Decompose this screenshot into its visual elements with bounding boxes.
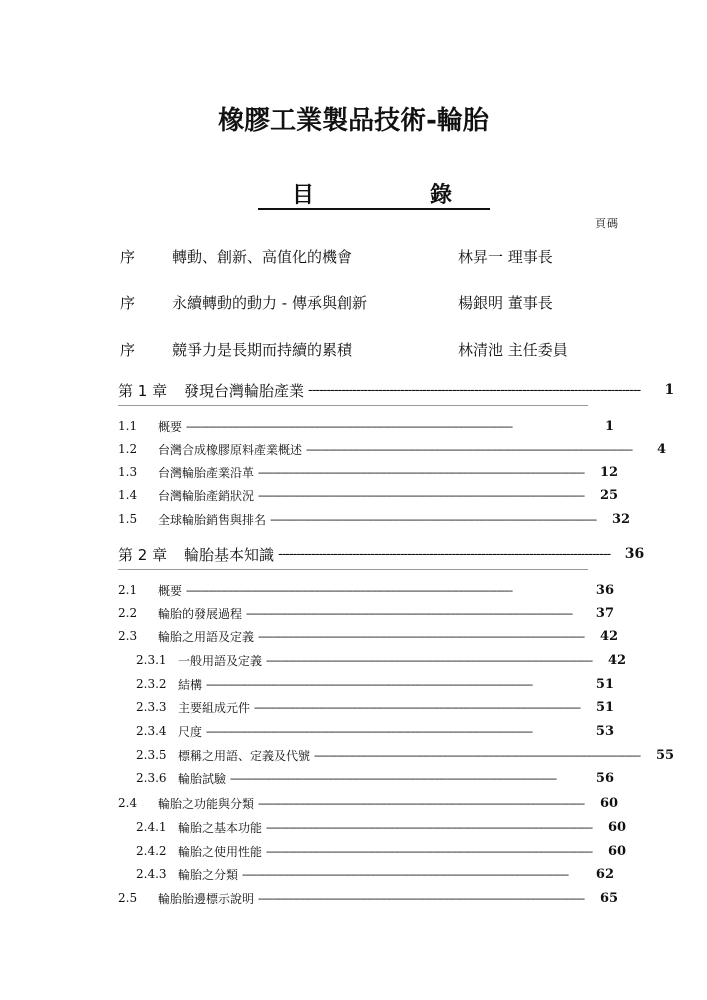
preface-author: 林昇一 理事長	[458, 248, 553, 266]
toc-entry[interactable]	[118, 485, 619, 505]
entry-title: 輪胎之用語及定義	[158, 629, 255, 644]
entry-page: 4	[656, 441, 667, 457]
toc-entry[interactable]	[136, 745, 675, 765]
entry-number: 2.5	[118, 891, 138, 905]
dot-leader: ------------------------------------------------------------------------------------------------------------------------	[230, 771, 557, 785]
entry-number: 1.4	[118, 488, 138, 502]
entry-page: 37	[595, 605, 614, 621]
entry-title: 輪胎試驗	[178, 771, 227, 786]
chapter-number: 第 2 章	[118, 545, 168, 564]
toc-chapter-1[interactable]	[118, 380, 675, 400]
toc-entry[interactable]	[118, 439, 667, 459]
entry-number: 1.1	[118, 419, 138, 433]
entry-page: 60	[599, 795, 619, 811]
entry-title: 輪胎之分類	[178, 867, 239, 882]
dot-leader: ------------------------------------------------------------------------------------------------------------------------	[254, 700, 581, 714]
entry-page: 53	[595, 723, 614, 739]
entry-number: 2.3.6	[136, 771, 167, 785]
toc-entry[interactable]	[136, 817, 627, 837]
entry-number: 2.4.2	[136, 844, 167, 858]
preface-entry	[120, 292, 600, 312]
preface-title: 轉動、創新、高值化的機會	[172, 248, 353, 266]
entry-page: 36	[595, 582, 614, 598]
entry-page: 51	[595, 699, 615, 715]
preface-entry	[120, 339, 600, 359]
entry-number: 2.4.1	[136, 820, 167, 834]
entry-page: 51	[595, 676, 614, 692]
chapter-page: 1	[664, 382, 675, 398]
entry-title: 台灣輪胎產業沿革	[158, 465, 255, 480]
preface-mark: 序	[120, 248, 136, 266]
dot-leader: ------------------------------------------------------------------------------------------------------------------------	[258, 796, 585, 810]
entry-title: 全球輪胎銷售與排名	[158, 512, 267, 527]
entry-page: 60	[607, 819, 627, 835]
toc-entry[interactable]	[136, 864, 614, 884]
entry-title: 輪胎的發展過程	[158, 606, 243, 621]
toc-entry[interactable]	[118, 626, 619, 646]
entry-title: 台灣輪胎產銷狀況	[158, 488, 255, 503]
toc-entry[interactable]	[118, 509, 631, 529]
entry-number: 1.2	[118, 442, 138, 456]
toc-heading-char-1: 目	[292, 183, 315, 208]
entry-title: 輪胎之使用性能	[178, 844, 263, 859]
entry-page: 1	[604, 418, 614, 434]
dot-leader: ------------------------------------------------------------------------------------------------------------------------	[258, 488, 585, 502]
dot-leader: ------------------------------------------------------------------------------------------------------------------------	[246, 606, 573, 620]
entry-page: 65	[599, 890, 619, 906]
chapter-page: 36	[624, 546, 645, 562]
dot-leader: ------------------------------------------------------------------------------------------------------------------------	[266, 844, 593, 858]
entry-number: 2.3.3	[136, 700, 167, 714]
toc-chapter-2[interactable]	[118, 544, 645, 564]
toc-entry[interactable]	[136, 697, 614, 717]
entry-title: 輪胎之基本功能	[178, 820, 263, 835]
entry-title: 結構	[178, 677, 203, 692]
preface-author: 林清池 主任委員	[458, 341, 568, 359]
toc-entry[interactable]	[136, 841, 627, 861]
chapter-title: 發現台灣輪胎產業	[184, 381, 305, 400]
dot-leader: ------------------------------------------------------------------------------------------------------------------------	[266, 653, 593, 667]
toc-heading-char-2: 錄	[430, 183, 453, 208]
entry-title: 主要組成元件	[178, 700, 251, 715]
dot-leader: ------------------------------------------------------------------------------------------------------------------------	[306, 442, 633, 456]
entry-number: 1.5	[118, 512, 138, 526]
divider	[118, 569, 588, 570]
toc-entry[interactable]	[118, 580, 614, 600]
dot-leader: ------------------------------------------------------------------------------------------------------------------------	[270, 512, 597, 526]
entry-title: 一般用語及定義	[178, 653, 263, 668]
dot-leader: ------------------------------------------------------------------------------------------------------------------------	[266, 820, 593, 834]
toc-entry[interactable]	[118, 603, 614, 623]
entry-number: 2.4	[118, 796, 138, 810]
entry-page: 42	[607, 652, 627, 668]
dot-leader: ------------------------------------------------------------------------------------------------------------------------	[258, 891, 585, 905]
entry-title: 輪胎胎邊標示說明	[158, 891, 255, 906]
dot-leader: ------------------------------------------------------------------------------------------	[308, 382, 641, 398]
preface-mark: 序	[120, 294, 136, 312]
dot-leader: ------------------------------------------------------------------------------------------------------------------------	[242, 867, 569, 881]
entry-page: 42	[599, 628, 619, 644]
dot-leader: ------------------------------------------------------------------------------------------------------------------------	[314, 748, 641, 762]
toc-entry[interactable]	[118, 416, 614, 436]
divider	[118, 405, 588, 406]
dot-leader: ------------------------------------------------------------------------------------------------------------------------	[258, 629, 585, 643]
entry-number: 2.3.2	[136, 677, 167, 691]
toc-entry[interactable]	[118, 462, 619, 482]
preface-author: 楊銀明 董事長	[458, 294, 553, 312]
entry-number: 2.4.3	[136, 867, 167, 881]
entry-page: 12	[599, 464, 619, 480]
dot-leader: ------------------------------------------------------------------------------------------	[278, 546, 611, 562]
chapter-number: 第 1 章	[118, 381, 168, 400]
dot-leader: ------------------------------------------------------------------------------------------------------------------------	[206, 724, 533, 738]
preface-mark: 序	[120, 341, 136, 359]
toc-entry[interactable]	[136, 674, 614, 694]
toc-entry[interactable]	[136, 721, 614, 741]
dot-leader: ------------------------------------------------------------------------------------------------------------------------	[258, 465, 585, 479]
dot-leader: ------------------------------------------------------------------------------------------------------------------------	[206, 677, 533, 691]
entry-page: 55	[655, 747, 675, 763]
entry-number: 2.1	[118, 583, 138, 597]
entry-title: 概要	[158, 583, 183, 598]
preface-entry	[120, 246, 600, 266]
toc-entry[interactable]	[136, 650, 627, 670]
chapter-title: 輪胎基本知識	[184, 545, 275, 564]
entry-number: 2.3.4	[136, 724, 167, 738]
preface-title: 競爭力是長期而持續的累積	[172, 341, 353, 359]
toc-entry[interactable]	[118, 888, 619, 908]
entry-page: 62	[595, 866, 614, 882]
document-title: 橡膠工業製品技術-輪胎	[218, 106, 489, 136]
entry-title: 輪胎之功能與分類	[158, 796, 255, 811]
entry-page: 56	[595, 770, 614, 786]
entry-title: 台灣合成橡膠原料產業概述	[158, 442, 303, 457]
entry-title: 尺度	[178, 724, 203, 739]
entry-page: 25	[599, 487, 619, 503]
entry-title: 概要	[158, 419, 183, 434]
entry-number: 2.3.1	[136, 653, 167, 667]
toc-entry[interactable]	[136, 768, 614, 788]
preface-title: 永續轉動的動力 - 傳承與創新	[172, 294, 367, 312]
entry-number: 1.3	[118, 465, 138, 479]
entry-number: 2.3	[118, 629, 138, 643]
entry-number: 2.2	[118, 606, 138, 620]
entry-number: 2.3.5	[136, 748, 167, 762]
page-number-label: 頁碼	[595, 217, 619, 230]
dot-leader: ------------------------------------------------------------------------------------------------------------------------	[186, 583, 513, 597]
toc-entry[interactable]	[118, 793, 619, 813]
toc-heading	[258, 178, 490, 210]
entry-page: 32	[611, 511, 631, 527]
dot-leader: ------------------------------------------------------------------------------------------------------------------------	[186, 419, 513, 433]
entry-title: 標稱之用語、定義及代號	[178, 748, 311, 763]
entry-page: 60	[607, 843, 627, 859]
